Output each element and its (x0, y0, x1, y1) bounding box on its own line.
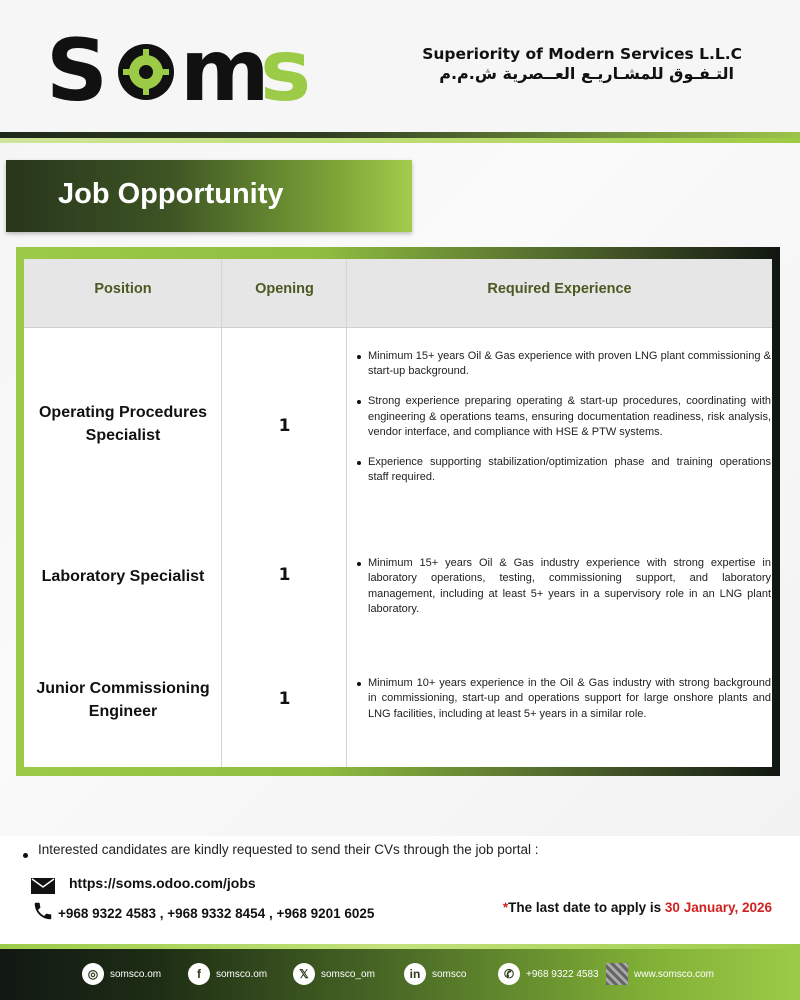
requirement-item: Strong experience preparing operating & start-up procedures, coordinating with engineering & operations teams, ensuring documentation readiness, risk analysis, vendor interface, and compliance with HSE & PTW systems. (356, 394, 771, 440)
phone-icon (32, 900, 54, 922)
facebook-icon: f (188, 963, 210, 985)
linkedin-handle: somsco (432, 968, 467, 980)
position-title: Junior Commissioning Engineer (36, 680, 210, 720)
soms-logo (46, 30, 316, 110)
x-icon: 𝕏 (293, 963, 315, 985)
header-opening: Opening (255, 281, 314, 297)
instagram-icon: ◎ (82, 963, 104, 985)
jobs-table (24, 259, 772, 767)
header (0, 0, 800, 132)
deadline-label: The last date to apply is (508, 900, 665, 915)
linkedin-icon: in (404, 963, 426, 985)
requirements-list (356, 676, 771, 737)
facebook-link[interactable] (188, 963, 267, 985)
contact-phone-numbers: +968 9322 4583 , +968 9332 8454 , +968 9201 6025 (58, 906, 375, 921)
facebook-handle: somsco.om (216, 968, 268, 980)
x-handle: somsco_om (321, 968, 375, 980)
opening-count: 1 (278, 689, 291, 709)
footer-phone[interactable] (498, 963, 599, 985)
opening-count: 1 (278, 416, 291, 436)
requirement-item: Experience supporting stabilization/optimization phase and training operations staff required. (356, 455, 771, 486)
application-deadline (503, 900, 772, 915)
table-header (24, 259, 772, 328)
job-portal-link[interactable]: https://soms.odoo.com/jobs (69, 875, 256, 891)
requirement-item: Minimum 15+ years Oil & Gas industry experience with strong expertise in laboratory operations, testing, commissioning support, and laboratory management, including at least 5+ years in a supervisory role in an LNG plant laboratory. (356, 556, 771, 618)
deadline-star: * (502, 900, 509, 915)
header-position: Position (94, 281, 152, 297)
instagram-link[interactable] (82, 963, 161, 985)
position-title: Operating Procedures Specialist (38, 404, 208, 444)
opening-count: 1 (278, 565, 291, 585)
header-required-experience: Required Experience (487, 281, 632, 297)
requirement-item: Minimum 15+ years Oil & Gas experience with proven LNG plant commissioning & start-up background. (356, 349, 771, 380)
bullet-dot (23, 853, 28, 858)
position-title: Laboratory Specialist (41, 568, 205, 585)
svg-text:s: s (260, 30, 312, 110)
company-name-arabic: التـفـوق للمشـاريـع العــصرية ش.م.م (439, 64, 734, 83)
svg-text:m: m (180, 30, 270, 110)
svg-text:S: S (46, 30, 106, 110)
requirements-list (356, 556, 771, 632)
footer-phone-number: +968 9322 4583 (526, 968, 599, 980)
deadline-date: 30 January, 2026 (664, 900, 772, 915)
requirements-list (356, 349, 771, 500)
website-link[interactable] (606, 963, 714, 985)
title-banner (6, 160, 412, 232)
website-url: www.somsco.com (634, 968, 715, 980)
page-title: Job Opportunity (58, 178, 284, 210)
instagram-handle: somsco.om (110, 968, 162, 980)
x-link[interactable] (293, 963, 375, 985)
phone-icon: ✆ (498, 963, 520, 985)
social-footer (0, 949, 800, 1000)
qr-code-icon (606, 963, 628, 985)
application-note: Interested candidates are kindly requested to send their CVs through the job portal : (38, 842, 539, 857)
mail-icon (31, 878, 55, 894)
requirement-item: Minimum 10+ years experience in the Oil & Gas industry with strong background in commissioning, start-up and operations support for large onshore plants and LNG facilities, including at least 5+ years in a similar role. (356, 676, 771, 722)
linkedin-link[interactable] (404, 963, 466, 985)
company-name-english: Superiority of Modern Services L.L.C (422, 45, 742, 63)
header-divider-accent (0, 138, 800, 143)
